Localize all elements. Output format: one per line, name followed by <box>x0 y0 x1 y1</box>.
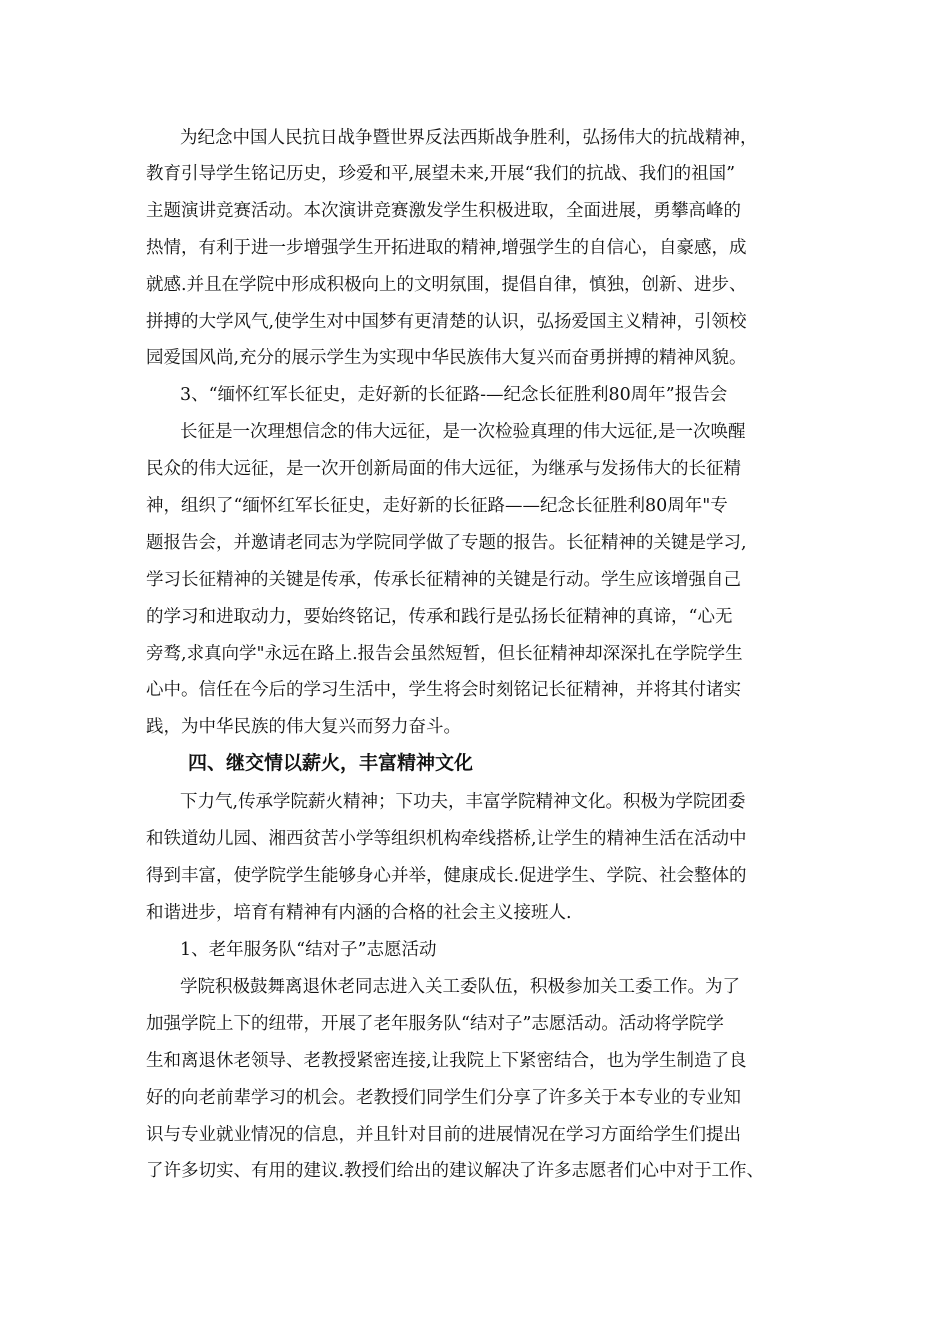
section-heading-spiritual-culture: 四、继交情以薪火，丰富精神文化 <box>188 752 474 774</box>
text-line: 下力气,传承学院薪火精神；下功夫，丰富学院精神文化。积极为学院团委 <box>180 792 746 812</box>
text-line: 和谐进步，培育有精神有内涵的合格的社会主义接班人. <box>146 903 572 923</box>
text-line: 好的向老前辈学习的机会。老教授们同学生们分享了许多关于本专业的专业知 <box>146 1088 741 1108</box>
text-line: 热情，有利于进一步增强学生开拓进取的精神,增强学生的自信心，自豪感，成 <box>146 238 747 258</box>
text-line: 教育引导学生铭记历史，珍爱和平,展望未来,开展“我们的抗战、我们的祖国” <box>146 164 736 184</box>
text-line: 旁骛,求真向学"永远在路上.报告会虽然短暂，但长征精神却深深扎在学院学生 <box>146 644 743 664</box>
text-line: 为纪念中国人民抗日战争暨世界反法西斯战争胜利，弘扬伟大的抗战精神， <box>180 128 758 148</box>
text-line: 心中。信任在今后的学习生活中，学生将会时刻铭记长征精神，并将其付诸实 <box>146 680 741 700</box>
text-line: 长征是一次理想信念的伟大远征，是一次检验真理的伟大远征,是一次唤醒 <box>180 422 746 442</box>
text-line: 民众的伟大远征，是一次开创新局面的伟大远征，为继承与发扬伟大的长征精 <box>146 459 741 479</box>
text-line: 就感.并且在学院中形成积极向上的文明氛围，提倡自律，慎独，创新、进步、 <box>146 275 747 295</box>
text-line: 学院积极鼓舞离退休老同志进入关工委队伍，积极参加关工委工作。为了 <box>180 977 740 997</box>
text-line: 学习长征精神的关键是传承，传承长征精神的关键是行动。学生应该增强自己 <box>146 570 741 590</box>
text-line: 主题演讲竞赛活动。本次演讲竞赛激发学生积极进取，全面进展，勇攀高峰的 <box>146 201 741 221</box>
text-line: 题报告会，并邀请老同志为学院同学做了专题的报告。长征精神的关键是学习, <box>146 533 747 553</box>
text-line: 和铁道幼儿园、湘西贫苦小学等组织机构牵线搭桥,让学生的精神生活在活动中 <box>146 829 747 849</box>
text-line: 践，为中华民族的伟大复兴而努力奋斗。 <box>146 717 461 737</box>
text-line: 园爱国风尚,充分的展示学生为实现中华民族伟大复兴而奋勇拼搏的精神风貌。 <box>146 348 747 368</box>
text-line: 得到丰富，使学院学生能够身心并举，健康成长.促进学生、学院、社会整体的 <box>146 866 747 886</box>
text-line: 拼搏的大学风气,使学生对中国梦有更清楚的认识，弘扬爱国主义精神，引领校 <box>146 312 747 332</box>
text-line: 识与专业就业情况的信息，并且针对目前的进展情况在学习方面给学生们提出 <box>146 1125 741 1145</box>
text-line: 加强学院上下的纽带，开展了老年服务队“结对子”志愿活动。活动将学院学 <box>146 1014 724 1034</box>
subheading-long-march-report: 3、“缅怀红军长征史，走好新的长征路-—纪念长征胜利80周年”报告会 <box>180 385 728 405</box>
text-line: 了许多切实、有用的建议.教授们给出的建议解决了许多志愿者们心中对于工作、 <box>146 1161 765 1181</box>
text-line: 神，组织了“缅怀红军长征史，走好新的长征路——纪念长征胜利80周年"专 <box>146 496 728 516</box>
subheading-elderly-service-team: 1、老年服务队“结对子”志愿活动 <box>180 940 437 960</box>
text-line: 的学习和进取动力，要始终铭记，传承和践行是弘扬长征精神的真谛，“心无 <box>146 607 733 627</box>
text-line: 生和离退休老领导、老教授紧密连接,让我院上下紧密结合，也为学生制造了良 <box>146 1051 747 1071</box>
